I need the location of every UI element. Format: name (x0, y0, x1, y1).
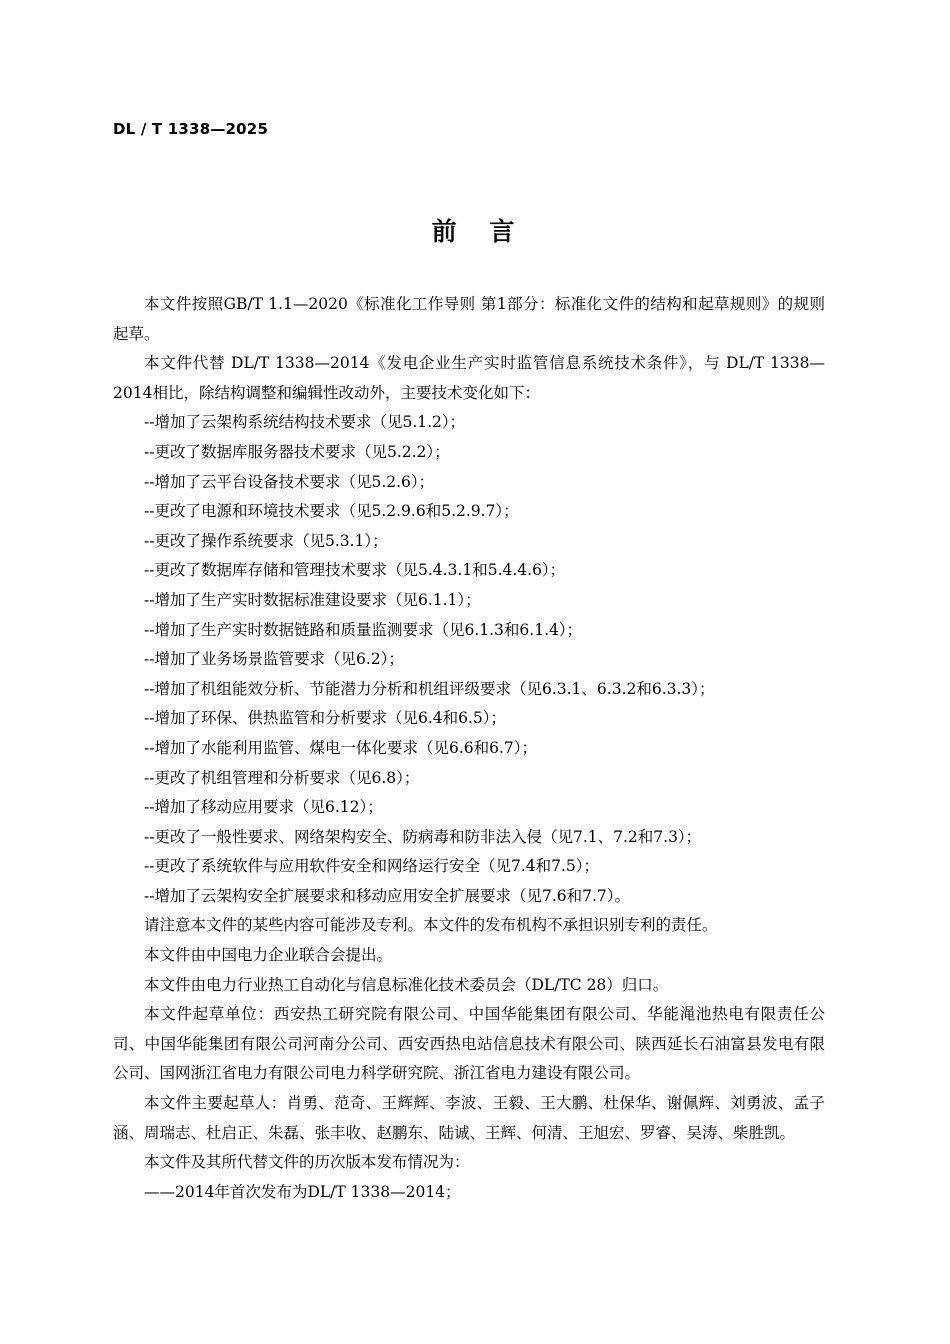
change-item: --增加了生产实时数据标准建设要求（见6.1.1）； (144, 590, 481, 609)
paragraph-drafters: 本文件主要起草人：肖勇、范奇、王辉辉、李波、王毅、王大鹏、杜保华、谢佩辉、刘勇波、孟子涵、周瑞志、杜启正、朱磊、张丰收、赵鹏东、陆诚、王辉、何清、王旭宏、罗睿、吴涛、柴胜凯。 (113, 1094, 825, 1142)
paragraph-version-history: 本文件及其所代替文件的历次版本发布情况为： (144, 1153, 470, 1172)
paragraph-patent-note: 请注意本文件的某些内容可能涉及专利。本文件的发布机构不承担识别专利的责任。 (144, 916, 718, 935)
change-item: --增加了云架构系统结构技术要求（见5.1.2）； (144, 413, 466, 432)
change-item: --增加了水能利用监管、煤电一体化要求（见6.6和6.7）； (144, 738, 538, 757)
change-item: --增加了机组能效分析、节能潜力分析和机组评级要求（见6.3.1、6.3.2和6.3.3）； (144, 679, 715, 698)
change-item: --增加了环保、供热监管和分析要求（见6.4和6.5）； (144, 709, 507, 728)
change-item: --更改了机组管理和分析要求（见6.8）； (144, 768, 420, 787)
change-item: --更改了操作系统要求（见5.3.1）； (144, 531, 388, 550)
version-history-item: ——2014年首次发布为DL/T 1338—2014； (144, 1182, 461, 1201)
change-item: --更改了数据库服务器技术要求（见5.2.2）； (144, 442, 450, 461)
paragraph-replacement: 本文件代替 DL/T 1338—2014《发电企业生产实时监管信息系统技术条件》，与 DL/T 1338—2014相比，除结构调整和编辑性改动外，主要技术变化如下： (113, 354, 825, 402)
document-code: DL / T 1338—2025 (113, 120, 269, 138)
change-item: --增加了业务场景监管要求（见6.2）； (144, 650, 404, 669)
change-item: --更改了数据库存储和管理技术要求（见5.4.3.1和5.4.4.6）； (144, 561, 566, 580)
change-item: --更改了系统软件与应用软件安全和网络运行安全（见7.4和7.5）； (144, 857, 600, 876)
change-item: --更改了一般性要求、网络架构安全、防病毒和防非法入侵（见7.1、7.2和7.3）； (144, 827, 702, 846)
paragraph-drafting-organizations: 本文件起草单位：西安热工研究院有限公司、中国华能集团有限公司、华能渑池热电有限责任公司、中国华能集团有限公司河南分公司、西安西热电站信息技术有限公司、陕西延长石油富县发电有限公司、国网浙江省电力有限公司电力科学研究院、浙江省电力建设有限公司。 (113, 1005, 825, 1083)
paragraph-drafting-rules: 本文件按照GB/T 1.1—2020《标准化工作导则 第1部分：标准化文件的结构和起草规则》的规则起草。 (113, 295, 825, 343)
change-item: --增加了移动应用要求（见6.12）； (144, 798, 383, 817)
change-item: --增加了生产实时数据链路和质量监测要求（见6.1.3和6.1.4）； (144, 620, 583, 639)
page-title: 前 言 (431, 217, 519, 246)
document-body (113, 290, 825, 1207)
change-item: --增加了云平台设备技术要求（见5.2.6）； (144, 472, 435, 491)
change-item: --增加了云架构安全扩展要求和移动应用安全扩展要求（见7.6和7.7）。 (144, 886, 631, 905)
paragraph-proposed-by: 本文件由中国电力企业联合会提出。 (144, 946, 393, 965)
change-item: --更改了电源和环境技术要求（见5.2.9.6和5.2.9.7）； (144, 502, 519, 521)
paragraph-technical-committee: 本文件由电力行业热工自动化与信息标准化技术委员会（DL/TC 28）归口。 (144, 975, 669, 994)
